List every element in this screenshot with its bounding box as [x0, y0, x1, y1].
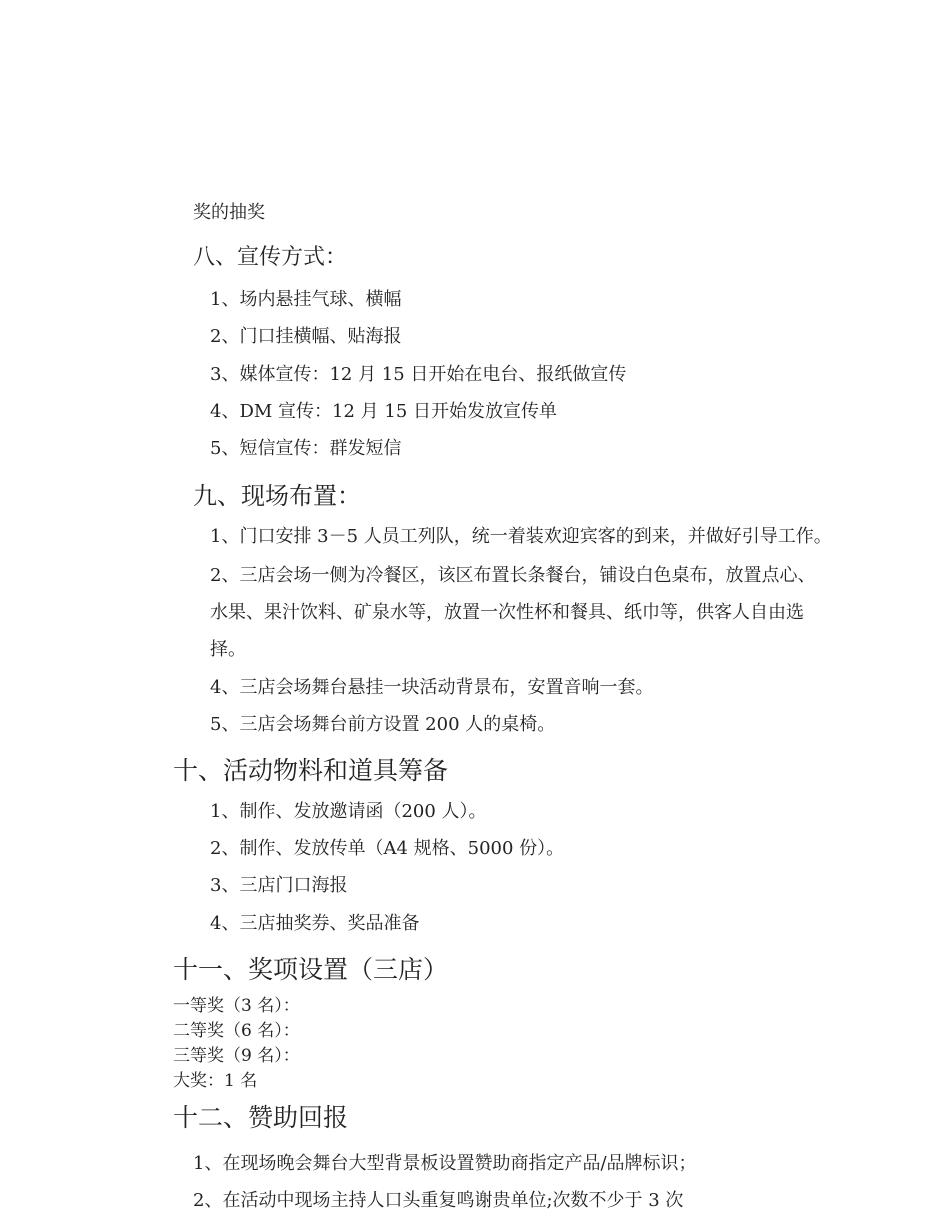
section-9-item: 5、三店会场舞台前方设置 200 人的桌椅。: [210, 714, 556, 735]
section-12-item: 1、在现场晚会舞台大型背景板设置赞助商指定产品/品牌标识；: [193, 1153, 697, 1174]
section-10-heading: 十、活动物料和道具筹备: [173, 756, 449, 785]
section-12-item: 2、在活动中现场主持人口头重复鸣谢贵单位;次数不少于 3 次: [193, 1190, 684, 1211]
section-8-item: 2、门口挂横幅、贴海报: [210, 326, 402, 347]
prize-item: 三等奖（9 名）：: [173, 1046, 300, 1066]
prize-item: 二等奖（6 名）：: [173, 1021, 300, 1041]
section-9-heading: 九、现场布置：: [193, 482, 361, 510]
prize-item: 一等奖（3 名）：: [173, 996, 300, 1016]
continuation-text: 奖的抽奖: [193, 202, 265, 223]
section-11-heading: 十一、奖项设置（三店）: [173, 955, 449, 984]
section-9-item: 水果、果汁饮料、矿泉水等，放置一次性杯和餐具、纸巾等，供客人自由选: [210, 602, 804, 623]
section-8-item: 1、场内悬挂气球、横幅: [210, 289, 402, 310]
section-8-heading: 八、宣传方式：: [193, 245, 348, 270]
section-12-heading: 十二、赞助回报: [173, 1103, 349, 1132]
section-9-item: 1、门口安排 3－5 人员工列队，统一着装欢迎宾客的到来，并做好引导工作。: [210, 526, 832, 547]
section-9-item: 4、三店会场舞台悬挂一块活动背景布，安置音响一套。: [210, 677, 654, 698]
section-8-item: 5、短信宣传：群发短信: [210, 438, 402, 459]
section-8-item: 3、媒体宣传：12 月 15 日开始在电台、报纸做宣传: [210, 364, 627, 385]
section-10-item: 3、三店门口海报: [210, 875, 348, 896]
section-10-item: 2、制作、发放传单（A4 规格、5000 份）。: [210, 838, 565, 859]
section-9-item: 择。: [210, 639, 246, 660]
section-10-item: 4、三店抽奖券、奖品准备: [210, 913, 420, 934]
prize-item: 大奖：1 名: [173, 1071, 258, 1091]
section-8-item: 4、DM 宣传：12 月 15 日开始发放宣传单: [210, 401, 558, 422]
section-10-item: 1、制作、发放邀请函（200 人）。: [210, 801, 487, 822]
section-9-item: 2、三店会场一侧为冷餐区，该区布置长条餐台，铺设白色桌布，放置点心、: [210, 565, 816, 586]
